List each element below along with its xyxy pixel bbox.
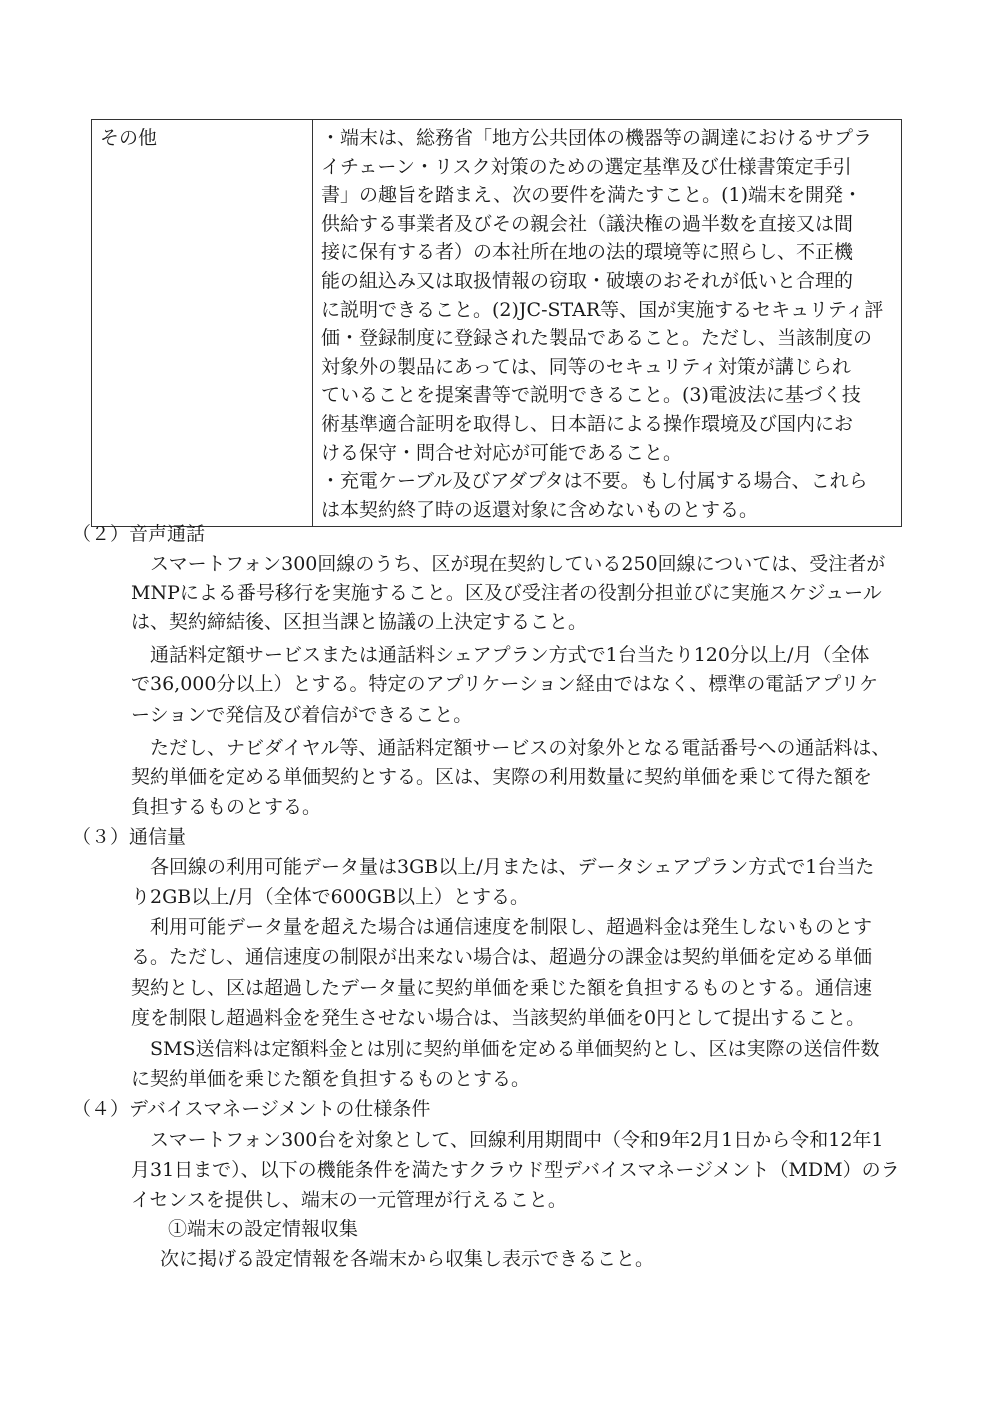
table-content-line: 書」の趣旨を踏まえ、次の要件を満たすこと。(1)端末を開発・: [321, 184, 863, 207]
section-heading-data: （３）通信量: [72, 826, 187, 848]
table-content-line: に説明できること。(2)JC-STAR等、国が実施するセキュリティ評: [321, 298, 884, 321]
paragraph-line: イセンスを提供し、端末の一元管理が行えること。: [131, 1189, 567, 1211]
table-content-cell: [313, 120, 902, 527]
table-content-line: 接に保有する者）の本社所在地の法的環境等に照らし、不正機: [321, 241, 854, 264]
paragraph-line: 契約とし、区は超過したデータ量に契約単価を乗じた額を負担するものとする。通信速: [131, 977, 873, 999]
table-content-line: 対象外の製品にあっては、同等のセキュリティ対策が講じられ: [321, 355, 851, 378]
table-content-line: 供給する事業者及びその親会社（議決権の過半数を直接又は間: [321, 212, 854, 235]
paragraph-line: スマートフォン300台を対象として、回線利用期間中（令和9年2月1日から令和12年1: [150, 1129, 884, 1151]
paragraph-line: ただし、ナビダイヤル等、通話料定額サービスの対象外となる電話番号への通話料は、: [150, 737, 891, 759]
table-row: [92, 120, 902, 527]
paragraph-line: 月31日まで）、以下の機能条件を満たすクラウド型デバイスマネージメント（MDM）のラ: [131, 1159, 900, 1181]
table-content-line: は本契約終了時の返還対象に含めないものとする。: [321, 498, 759, 521]
paragraph-line: MNPによる番号移行を実施すること。区及び受注者の役割分担並びに実施スケジュール: [131, 582, 882, 604]
paragraph-line: 次に掲げる設定情報を各端末から収集し表示できること。: [160, 1248, 655, 1270]
paragraph-line: り2GB以上/月（全体で600GB以上）とする。: [131, 886, 530, 908]
paragraph-line: SMS送信料は定額料金とは別に契約単価を定める単価契約とし、区は実際の送信件数: [150, 1038, 880, 1060]
paragraph-line: 契約単価を定める単価契約とする。区は、実際の利用数量に契約単価を乗じて得た額を: [131, 766, 873, 788]
table-content-line: ・充電ケーブル及びアダプタは不要。もし付属する場合、これら: [321, 470, 868, 493]
table-content-line: イチェーン・リスク対策のための選定基準及び仕様書策定手引: [321, 155, 852, 178]
paragraph-line: る。ただし、通信速度の制限が出来ない場合は、超過分の課金は契約単価を定める単価: [131, 946, 873, 968]
paragraph-line: ーションで発信及び着信ができること。: [131, 704, 473, 726]
table-content-line: ・端末は、総務省「地方公共団体の機器等の調達におけるサプラ: [321, 127, 873, 149]
table-content-line: 術基準適合証明を取得し、日本語による操作環境及び国内にお: [321, 412, 854, 435]
paragraph-line: に契約単価を乗じた額を負担するものとする。: [131, 1068, 531, 1090]
table-content-line: ける保守・問合せ対応が可能であること。: [321, 441, 683, 464]
table-label-cell: その他: [92, 120, 313, 527]
spec-table: [91, 119, 902, 527]
paragraph-line: 各回線の利用可能データ量は3GB以上/月または、データシェアプラン方式で1台当た: [150, 856, 875, 878]
paragraph-line: は、契約締結後、区担当課と協議の上決定すること。: [131, 611, 588, 633]
table-content-line: 能の組込み又は取扱情報の窃取・破壊のおそれが低いと合理的: [321, 269, 854, 292]
paragraph-line: 負担するものとする。: [131, 796, 322, 818]
paragraph-line: 通話料定額サービスまたは通話料シェアプラン方式で1台当たり120分以上/月（全体: [150, 644, 870, 666]
section-heading-voice: （２）音声通話: [72, 523, 206, 545]
paragraph-line: 度を制限し超過料金を発生させない場合は、当該契約単価を0円として提出すること。: [131, 1007, 866, 1029]
table-content-line: ていることを提案書等で説明できること。(3)電波法に基づく技: [321, 384, 861, 407]
subsection-heading: ①端末の設定情報収集: [168, 1218, 359, 1240]
table-content-line: 価・登録制度に登録された製品であること。ただし、当該制度の: [321, 327, 873, 350]
section-heading-mdm: （４）デバイスマネージメントの仕様条件: [72, 1098, 431, 1120]
paragraph-line: で36,000分以上）とする。特定のアプリケーション経由ではなく、標準の電話アプリケ: [131, 673, 879, 695]
paragraph-line: スマートフォン300回線のうち、区が現在契約している250回線については、受注者が: [150, 553, 886, 575]
paragraph-line: 利用可能データ量を超えた場合は通信速度を制限し、超過料金は発生しないものとす: [150, 916, 873, 938]
